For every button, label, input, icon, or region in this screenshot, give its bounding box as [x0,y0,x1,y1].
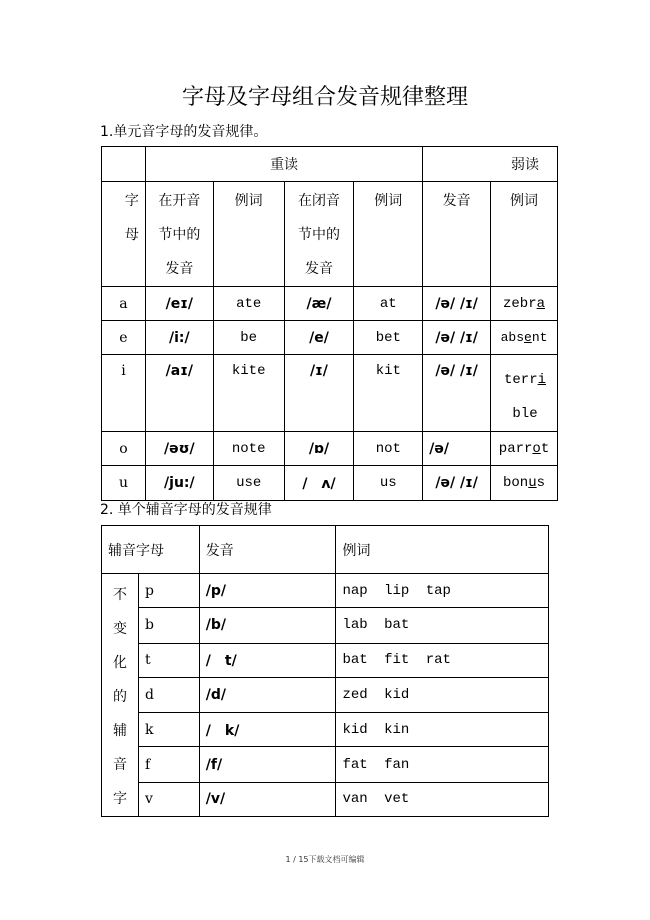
open-sound-cell: /aɪ/ [145,355,213,432]
weak-example-cell: absent [491,321,558,355]
weak-example-cell: zebra [491,287,558,321]
weak-sound-cell: /ə/ [423,432,491,466]
sound-cell: /v/ [199,782,336,816]
example-cell: fat fan [336,747,549,782]
sound-cell: / k/ [199,713,336,747]
example-cell: us [354,466,423,501]
table-row [102,713,549,747]
col-example-header: 例词 [336,526,549,574]
letter-cell: v [138,782,199,816]
table-row [102,355,558,432]
consonant-table [101,525,549,817]
unstressed-header: 弱读 [423,147,558,182]
col-sound-header: 发音 [423,182,491,287]
weak-example-cell: terrible [491,355,558,432]
sound-cell: /f/ [199,747,336,782]
letter-cell: p [138,574,199,608]
col-open-header: 在开音 节中的 发音 [145,182,213,287]
weak-sound-cell: /ə/ /ɪ/ [423,287,491,321]
col-example3-header: 例词 [491,182,558,287]
table-row [102,432,558,466]
example-cell: lab bat [336,608,549,643]
vowel-table [101,146,558,501]
table-row [102,321,558,355]
table-row [102,747,549,782]
corner-cell [102,147,146,182]
example-cell: ate [213,287,284,321]
weak-sound-cell: /ə/ /ɪ/ [423,321,491,355]
letter-cell: d [138,677,199,712]
table-row [102,677,549,712]
table-row [102,643,549,677]
letter-cell: o [102,432,146,466]
sound-cell: /p/ [199,574,336,608]
example-cell: bet [354,321,423,355]
example-cell: kid kin [336,713,549,747]
closed-sound-cell: / ʌ/ [284,466,354,501]
open-sound-cell: /ju:/ [145,466,213,501]
col-letter-header: 字 母 [102,182,146,287]
section1-heading: 1.单元音字母的发音规律。 [100,124,268,140]
col-example1-header: 例词 [213,182,284,287]
example-cell: zed kid [336,677,549,712]
example-cell: not [354,432,423,466]
letter-cell: k [138,713,199,747]
table-row [102,287,558,321]
example-cell: note [213,432,284,466]
closed-sound-cell: /e/ [284,321,354,355]
letter-cell: i [102,355,146,432]
closed-sound-cell: /ɪ/ [284,355,354,432]
example-cell: nap lip tap [336,574,549,608]
example-cell: bat fit rat [336,643,549,677]
col-closed-header: 在闭音 节中的 发音 [284,182,354,287]
closed-sound-cell: /æ/ [284,287,354,321]
weak-sound-cell: /ə/ /ɪ/ [423,466,491,501]
sound-cell: /d/ [199,677,336,712]
stressed-header: 重读 [145,147,422,182]
table-row [102,574,549,608]
col-consonant-header: 辅音字母 [102,526,200,574]
section2-heading: 2. 单个辅音字母的发音规律 [100,502,272,518]
col-example2-header: 例词 [354,182,423,287]
closed-sound-cell: /ɒ/ [284,432,354,466]
weak-example-cell: parrot [491,432,558,466]
example-cell: van vet [336,782,549,816]
open-sound-cell: /i:/ [145,321,213,355]
letter-cell: e [102,321,146,355]
sound-cell: / t/ [199,643,336,677]
example-cell: kit [354,355,423,432]
letter-cell: b [138,608,199,643]
weak-sound-cell: /ə/ /ɪ/ [423,355,491,432]
table-row [102,608,549,643]
letter-cell: a [102,287,146,321]
col-sound-header: 发音 [199,526,336,574]
example-cell: at [354,287,423,321]
page-title: 字母及字母组合发音规律整理 [181,85,468,110]
sound-cell: /b/ [199,608,336,643]
example-cell: use [213,466,284,501]
page-footer: 1 / 15下载文档可编辑 [285,855,365,864]
letter-cell: u [102,466,146,501]
table-row [102,466,558,501]
weak-example-cell: bonus [491,466,558,501]
letter-cell: f [138,747,199,782]
open-sound-cell: /əʊ/ [145,432,213,466]
letter-cell: t [138,643,199,677]
open-sound-cell: /eɪ/ [145,287,213,321]
unchanged-consonants-label: 不 变 化 的 辅 音 字 [102,574,139,817]
example-cell: kite [213,355,284,432]
table-row [102,782,549,816]
example-cell: be [213,321,284,355]
